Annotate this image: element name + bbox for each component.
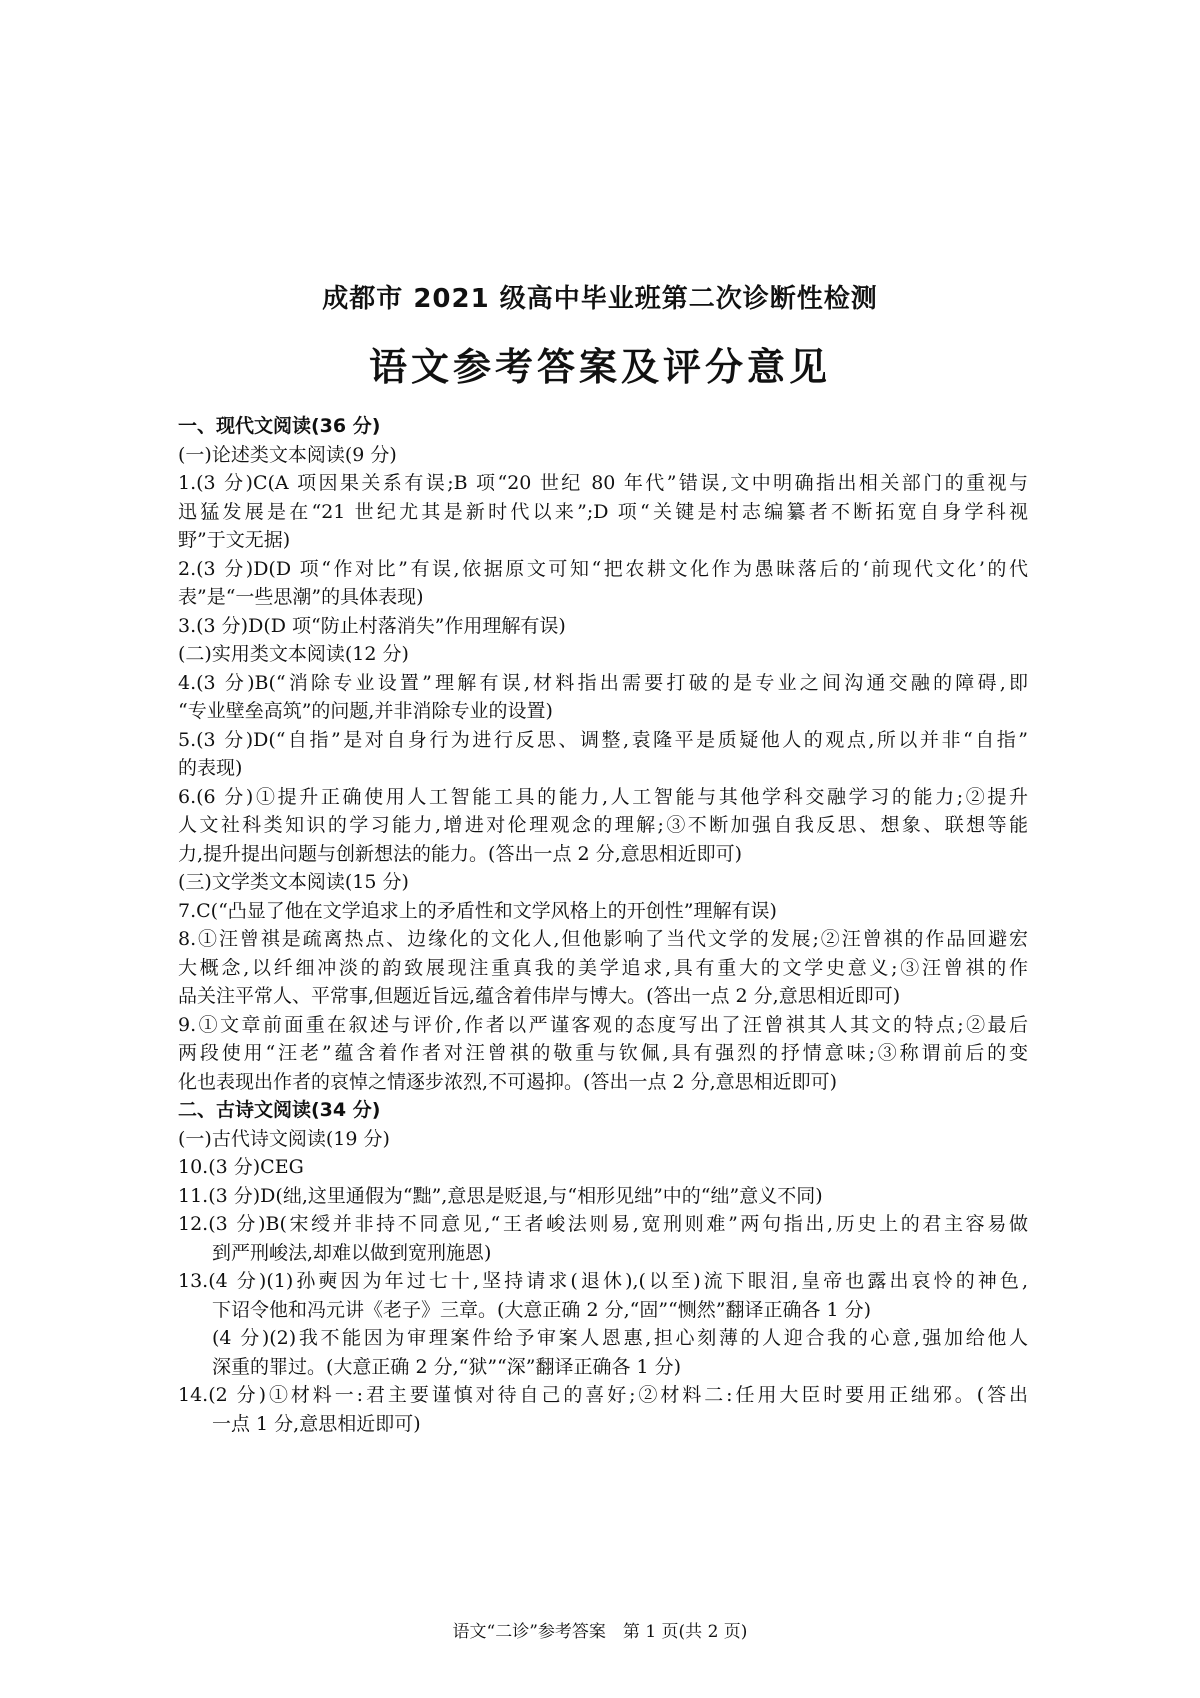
answer-line: 14.(2 分)①材料一:君主要谨慎对待自己的喜好;②材料二:任用大臣时要用正绌邪。(答出 bbox=[178, 1384, 1028, 1406]
answer-line: 5.(3 分)D(“自指”是对自身行为进行反思、调整,袁隆平是质疑他人的观点,所以并非“自指” bbox=[178, 728, 1028, 751]
answer-line: 一点 1 分,意思相近即可) bbox=[212, 1412, 421, 1435]
answer-line: 下诏令他和冯元讲《老子》三章。(大意正确 2 分,“固”“恻然”翻译正确各 1 分) bbox=[212, 1298, 872, 1321]
section-heading: 二、古诗文阅读(34 分) bbox=[178, 1099, 381, 1121]
answer-line: 2.(3 分)D(D 项“作对比”有误,依据原文可知“把农耕文化作为愚昧落后的‘前现代文化’的代 bbox=[178, 557, 1028, 580]
answer-line: 3.(3 分)D(D 项“防止村落消失”作用理解有误) bbox=[178, 614, 566, 637]
answer-line: “专业壁垒高筑”的问题,并非消除专业的设置) bbox=[178, 700, 553, 722]
page-footer: 语文“二诊”参考答案 第 1 页(共 2 页) bbox=[452, 1622, 748, 1642]
section-heading: 一、现代文阅读(36 分) bbox=[178, 415, 381, 437]
answer-line: 的表现) bbox=[178, 757, 243, 779]
answer-line: (三)文学类文本阅读(15 分) bbox=[178, 871, 409, 893]
answer-line: 深重的罪过。(大意正确 2 分,“狱”“深”翻译正确各 1 分) bbox=[212, 1355, 682, 1378]
answer-line: 品关注平常人、平常事,但题近旨远,蕴含着伟岸与博大。(答出一点 2 分,意思相近即可) bbox=[178, 985, 901, 1007]
answer-line: 4.(3 分)B(“消除专业设置”理解有误,材料指出需要打破的是专业之间沟通交融的障碍,即 bbox=[178, 671, 1028, 694]
answer-line: 野”于文无据) bbox=[178, 529, 291, 551]
answer-line: 7.C(“凸显了他在文学追求上的矛盾性和文学风格上的开创性”理解有误) bbox=[178, 899, 777, 922]
answer-line: 8.①汪曾祺是疏离热点、边缘化的文化人,但他影响了当代文学的发展;②汪曾祺的作品回避宏 bbox=[178, 928, 1028, 950]
answer-line: 大概念,以纤细冲淡的韵致展现注重真我的美学追求,具有重大的文学史意义;③汪曾祺的作 bbox=[178, 956, 1028, 979]
answer-line: 10.(3 分)CEG bbox=[178, 1156, 304, 1178]
answer-line: 迅猛发展是在“21 世纪尤其是新时代以来”;D 项“关键是村志编纂者不断拓宽自身学科视 bbox=[178, 500, 1028, 523]
answer-line: 6.(6 分)①提升正确使用人工智能工具的能力,人工智能与其他学科交融学习的能力;②提升 bbox=[178, 785, 1028, 808]
answer-line: (4 分)(2)我不能因为审理案件给予审案人恩惠,担心刻薄的人迎合我的心意,强加给他人 bbox=[212, 1327, 1028, 1349]
answer-line: 两段使用“汪老”蕴含着作者对汪曾祺的敬重与钦佩,具有强烈的抒情意味;③称谓前后的变 bbox=[178, 1042, 1028, 1064]
answer-content bbox=[178, 412, 1028, 1438]
exam-title: 成都市 2021 级高中毕业班第二次诊断性检测 bbox=[322, 284, 878, 314]
answer-line: 力,提升提出问题与创新想法的能力。(答出一点 2 分,意思相近即可) bbox=[178, 842, 743, 865]
answer-line: 1.(3 分)C(A 项因果关系有误;B 项“20 世纪 80 年代”错误,文中明确指出相关部门的重视与 bbox=[178, 472, 1028, 494]
answer-line: (二)实用类文本阅读(12 分) bbox=[178, 643, 409, 665]
answer-line: 人文社科类知识的学习能力,增进对伦理观念的理解;③不断加强自我反思、想象、联想等能 bbox=[178, 814, 1028, 836]
answer-line: (一)论述类文本阅读(9 分) bbox=[178, 443, 397, 466]
answer-line: 到严刑峻法,却难以做到宽刑施恩) bbox=[212, 1241, 492, 1264]
answer-line: 表”是“一些思潮”的具体表现) bbox=[178, 586, 424, 608]
answer-line: (一)古代诗文阅读(19 分) bbox=[178, 1127, 390, 1150]
answer-line: 12.(3 分)B(宋绶并非持不同意见,“王者峻法则易,宽刑则难”两句指出,历史上的君主容易做 bbox=[178, 1213, 1028, 1235]
answer-line: 9.①文章前面重在叙述与评价,作者以严谨客观的态度写出了汪曾祺其人其文的特点;②最后 bbox=[178, 1013, 1028, 1036]
answer-line: 13.(4 分)(1)孙奭因为年过七十,坚持请求(退休),(以至)流下眼泪,皇帝也露出哀怜的神色, bbox=[178, 1270, 1028, 1292]
document-subtitle: 语文参考答案及评分意见 bbox=[368, 345, 831, 389]
answer-line: 化也表现出作者的哀悼之情逐步浓烈,不可遏抑。(答出一点 2 分,意思相近即可) bbox=[178, 1070, 838, 1093]
answer-line: 11.(3 分)D(绌,这里通假为“黜”,意思是贬退,与“相形见绌”中的“绌”意义不同) bbox=[178, 1184, 823, 1207]
